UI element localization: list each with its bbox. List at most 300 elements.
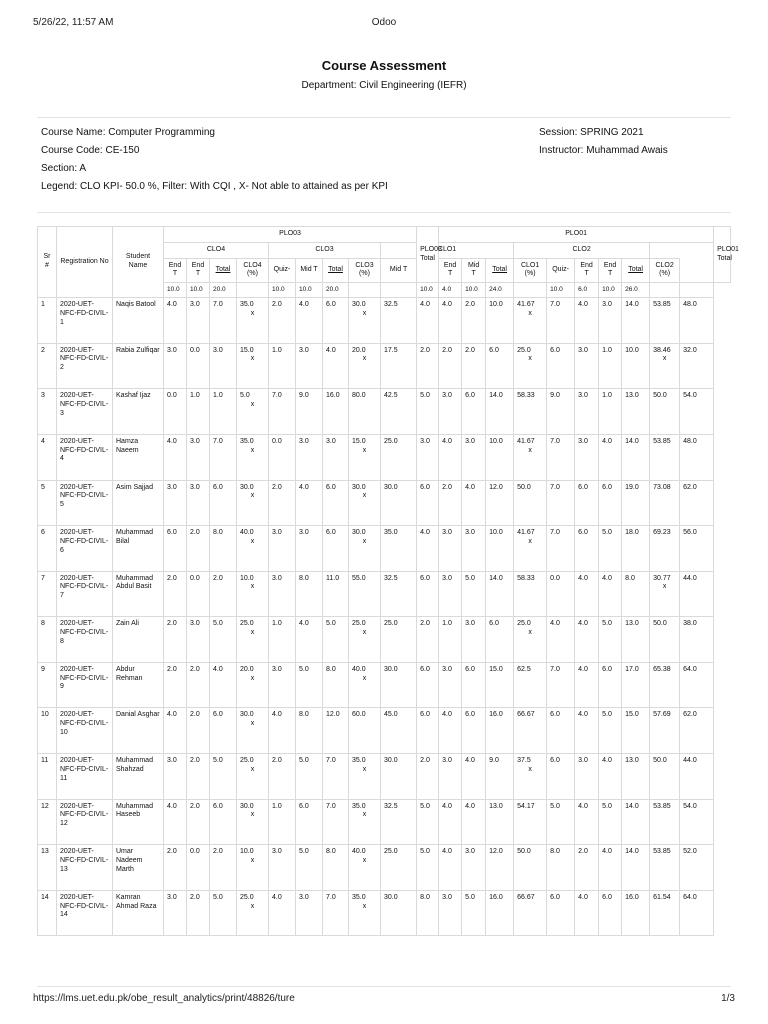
sub-header-percent: CLO3 (%) <box>349 258 381 283</box>
not-attained-mark: x <box>362 765 367 773</box>
section-label: Section: <box>41 163 78 174</box>
student-name-cell: Kashaf Ijaz <box>113 389 164 435</box>
clo3-mark-cell: 7.0 <box>323 799 349 845</box>
clo3-mark-cell: 5.0 <box>296 845 323 891</box>
student-name-cell: Muhammad Abdul Basit <box>113 571 164 617</box>
max-mark: 20.0 <box>323 283 349 298</box>
cell-value: 5.0 <box>240 392 250 400</box>
clo2-percent-cell <box>650 571 680 617</box>
not-attained-mark: x <box>362 355 367 363</box>
clo3-percent-cell <box>349 526 381 572</box>
clo3-mark-cell: 4.0 <box>296 480 323 526</box>
clo4-percent-cell <box>237 480 269 526</box>
clo2-mark-cell: 13.0 <box>622 617 650 663</box>
cell-value: 41.67 <box>517 437 535 445</box>
clo1-mark-cell: 2.0 <box>417 617 439 663</box>
registration-cell: 2020-UET-NFC-FD-CIVIL-9 <box>57 662 113 708</box>
registration-cell: 2020-UET-NFC-FD-CIVIL-3 <box>57 389 113 435</box>
clo3-percent-cell <box>349 571 381 617</box>
print-url: https://lms.uet.edu.pk/obe_result_analytics/print/48826/ture <box>33 993 295 1004</box>
clo4-mark-cell: 3.0 <box>164 480 187 526</box>
cell-value: 57.69 <box>653 711 671 719</box>
clo1-percent-cell <box>514 298 547 344</box>
registration-cell: 2020-UET-NFC-FD-CIVIL-7 <box>57 571 113 617</box>
clo4-mark-cell: 0.0 <box>187 845 210 891</box>
clo2-mark-cell: 0.0 <box>547 571 575 617</box>
clo1-mark-cell: 3.0 <box>439 389 462 435</box>
not-attained-mark: x <box>250 446 255 454</box>
sr-cell: 10 <box>38 708 57 754</box>
clo4-percent-cell <box>237 571 269 617</box>
clo4-mark-cell: 3.0 <box>187 617 210 663</box>
cell-value: 30.0 <box>240 711 254 719</box>
plo01-total-cell: 54.0 <box>680 389 714 435</box>
not-attained-mark: x <box>362 537 367 545</box>
clo4-percent-cell <box>237 343 269 389</box>
sub-header: End T <box>439 258 462 283</box>
sr-cell: 5 <box>38 480 57 526</box>
clo1-mark-cell: 5.0 <box>417 799 439 845</box>
clo1-mark-cell: 6.0 <box>462 662 486 708</box>
not-attained-mark: x <box>250 355 255 363</box>
not-attained-mark: x <box>250 401 255 409</box>
clo2-mark-cell: 3.0 <box>575 389 599 435</box>
clo1-mark-cell: 3.0 <box>462 434 486 480</box>
cell-value: 66.67 <box>517 893 535 901</box>
clo4-mark-cell: 7.0 <box>210 298 237 344</box>
clo1-mark-cell: 3.0 <box>439 890 462 936</box>
sr-cell: 1 <box>38 298 57 344</box>
sr-cell: 4 <box>38 434 57 480</box>
sub-header: End T <box>187 258 210 283</box>
not-attained-mark: x <box>250 857 255 864</box>
clo1-mark-cell: 6.0 <box>462 389 486 435</box>
student-name-cell: Zain Ali <box>113 617 164 663</box>
registration-cell: 2020-UET-NFC-FD-CIVIL-6 <box>57 526 113 572</box>
print-app-name: Odoo <box>371 17 397 28</box>
clo1-mark-cell: 12.0 <box>486 845 514 891</box>
clo3-mark-cell: 8.0 <box>323 662 349 708</box>
clo3-mark-cell: 3.0 <box>269 845 296 891</box>
divider-top <box>37 117 731 118</box>
clo4-mark-cell: 2.0 <box>210 571 237 617</box>
clo3-percent-cell <box>349 708 381 754</box>
session-line <box>539 127 644 138</box>
cell-value: 41.67 <box>517 301 535 309</box>
clo2-mark-cell: 2.0 <box>575 845 599 891</box>
clo2-mark-cell: 14.0 <box>622 434 650 480</box>
not-attained-mark: x <box>362 492 367 500</box>
not-attained-mark: x <box>250 902 255 910</box>
registration-cell: 2020-UET-NFC-FD-CIVIL-10 <box>57 708 113 754</box>
clo1-mark-cell: 4.0 <box>439 434 462 480</box>
col-header-sr: Sr # <box>38 227 57 298</box>
not-attained-mark: x <box>250 765 255 773</box>
clo3-mark-cell: 3.0 <box>323 434 349 480</box>
student-name-cell: Rabia Zulfiqar <box>113 343 164 389</box>
instructor-line <box>539 145 668 156</box>
clo1-mark-cell: 2.0 <box>417 754 439 800</box>
plo01-total-cell: 62.0 <box>680 708 714 754</box>
clo1-percent-cell <box>514 754 547 800</box>
cell-value: 25.0 <box>240 757 254 765</box>
clo4-mark-cell: 2.0 <box>187 799 210 845</box>
clo3-mark-cell: 2.0 <box>269 298 296 344</box>
clo3-mark-cell: 6.0 <box>296 799 323 845</box>
clo3-mark-cell: 5.0 <box>296 662 323 708</box>
cell-value: 30.0 <box>240 483 254 491</box>
cell-value: 30.77 <box>653 574 671 582</box>
sr-cell: 3 <box>38 389 57 435</box>
group-header-plo01: PLO01 <box>439 227 714 243</box>
max-mark: 20.0 <box>210 283 237 298</box>
sub-header-percent: CLO4 (%) <box>237 258 269 283</box>
clo3-percent-cell <box>349 480 381 526</box>
course-name-label: Course Name: <box>41 127 106 138</box>
clo3-mark-cell: 6.0 <box>323 298 349 344</box>
clo2-percent-cell <box>650 526 680 572</box>
sub-header-total: Total <box>622 258 650 283</box>
table-header <box>38 227 739 298</box>
clo2-mark-cell: 5.0 <box>599 526 622 572</box>
clo1-percent-cell <box>514 662 547 708</box>
table-row <box>38 708 731 754</box>
clo4-mark-cell: 5.0 <box>210 890 237 936</box>
sub-header: End T <box>599 258 622 283</box>
group-header-plo03: PLO03 <box>164 227 417 243</box>
clo3-mark-cell: 1.0 <box>269 343 296 389</box>
clo2-mark-cell: 6.0 <box>547 754 575 800</box>
clo4-mark-cell: 3.0 <box>164 890 187 936</box>
table-row <box>38 434 731 480</box>
registration-cell: 2020-UET-NFC-FD-CIVIL-1 <box>57 298 113 344</box>
clo1-mark-cell: 14.0 <box>486 389 514 435</box>
student-name-cell: Naqis Batool <box>113 298 164 344</box>
clo3-mark-cell: 2.0 <box>269 754 296 800</box>
clo3-mark-cell: 3.0 <box>296 343 323 389</box>
clo1-mark-cell: 5.0 <box>462 571 486 617</box>
not-attained-mark: x <box>250 583 255 591</box>
sub-header: End T <box>164 258 187 283</box>
clo4-mark-cell: 2.0 <box>187 754 210 800</box>
cell-value: 40.0 <box>352 665 366 673</box>
department-line: Department: Civil Engineering (IEFR) <box>301 80 467 91</box>
clo1-mark-cell: 10.0 <box>486 434 514 480</box>
clo2-mark-cell: 6.0 <box>547 708 575 754</box>
not-attained-mark: x <box>362 309 367 317</box>
clo3-percent-cell <box>349 890 381 936</box>
not-attained-mark: x <box>362 902 367 910</box>
not-attained-mark: x <box>362 857 367 864</box>
clo1-percent-cell <box>514 343 547 389</box>
clo2-mark-cell: 4.0 <box>547 617 575 663</box>
clo4-mark-cell: 6.0 <box>210 708 237 754</box>
clo1-mark-cell: 4.0 <box>462 754 486 800</box>
clo4-percent-cell <box>237 434 269 480</box>
student-name-cell: Danial Asghar <box>113 708 164 754</box>
clo1-mark-cell: 6.0 <box>462 708 486 754</box>
clo1-mark-cell: 9.0 <box>486 754 514 800</box>
clo1-mark-cell: 13.0 <box>486 799 514 845</box>
clo1-percent-cell <box>514 480 547 526</box>
clo2-mark-cell: 5.0 <box>547 799 575 845</box>
clo4-mark-cell: 5.0 <box>210 617 237 663</box>
max-mark: 10.0 <box>417 283 439 298</box>
clo1-mark-cell: 6.0 <box>486 617 514 663</box>
table-body <box>38 298 731 936</box>
plo03-total-cell: 25.0 <box>381 434 417 480</box>
cell-value: 25.0 <box>517 346 531 354</box>
clo4-mark-cell: 3.0 <box>187 434 210 480</box>
cell-value: 35.0 <box>352 757 366 765</box>
clo1-mark-cell: 8.0 <box>417 890 439 936</box>
clo1-mark-cell: 3.0 <box>439 662 462 708</box>
cell-value: 50.0 <box>653 620 667 628</box>
plo03-total-cell: 30.0 <box>381 480 417 526</box>
clo4-percent-cell <box>237 298 269 344</box>
cell-value: 50.0 <box>653 392 667 400</box>
max-mark-empty <box>680 283 714 298</box>
cell-value: 50.0 <box>517 483 531 491</box>
clo4-mark-cell: 2.0 <box>187 890 210 936</box>
group-header-clo3: CLO3 <box>269 242 381 258</box>
table-row <box>38 526 731 572</box>
plo01-total-cell: 48.0 <box>680 298 714 344</box>
not-attained-mark: x <box>662 355 667 363</box>
clo1-mark-cell: 3.0 <box>439 526 462 572</box>
cell-value: 25.0 <box>352 620 366 628</box>
clo2-percent-cell <box>650 434 680 480</box>
clo1-mark-cell: 4.0 <box>439 298 462 344</box>
student-name-cell: Muhammad Haseeb <box>113 799 164 845</box>
cell-value: 53.85 <box>653 301 671 309</box>
clo1-mark-cell: 10.0 <box>486 526 514 572</box>
clo1-mark-cell: 5.0 <box>462 890 486 936</box>
clo1-percent-cell <box>514 845 547 891</box>
clo2-mark-cell: 4.0 <box>575 890 599 936</box>
cell-value: 65.38 <box>653 665 671 673</box>
table-row <box>38 389 731 435</box>
not-attained-mark: x <box>250 674 255 682</box>
clo4-mark-cell: 8.0 <box>210 526 237 572</box>
cell-value: 30.0 <box>240 802 254 810</box>
not-attained-mark: x <box>362 446 367 454</box>
clo1-mark-cell: 4.0 <box>462 799 486 845</box>
clo3-mark-cell: 16.0 <box>323 389 349 435</box>
max-mark: 10.0 <box>296 283 323 298</box>
clo2-mark-cell: 8.0 <box>622 571 650 617</box>
plo01-total-cell: 48.0 <box>680 434 714 480</box>
max-mark: 4.0 <box>439 283 462 298</box>
instructor-value: Muhammad Awais <box>586 145 668 156</box>
not-attained-mark: x <box>362 674 367 682</box>
clo2-mark-cell: 19.0 <box>622 480 650 526</box>
cell-value: 53.85 <box>653 848 671 856</box>
clo2-mark-cell: 6.0 <box>599 662 622 708</box>
clo1-mark-cell: 4.0 <box>462 480 486 526</box>
cell-value: 40.0 <box>240 529 254 537</box>
clo3-mark-cell: 4.0 <box>296 298 323 344</box>
clo4-mark-cell: 5.0 <box>210 754 237 800</box>
cell-value: 25.0 <box>240 620 254 628</box>
course-name-line <box>41 127 215 138</box>
clo2-mark-cell: 6.0 <box>599 890 622 936</box>
clo1-mark-cell: 10.0 <box>486 298 514 344</box>
clo2-percent-cell <box>650 617 680 663</box>
cell-value: 15.0 <box>240 346 254 354</box>
cell-value: 50.0 <box>517 848 531 856</box>
clo4-percent-cell <box>237 754 269 800</box>
clo4-mark-cell: 3.0 <box>210 343 237 389</box>
clo2-percent-cell <box>650 298 680 344</box>
max-mark: 6.0 <box>575 283 599 298</box>
not-attained-mark: x <box>528 765 532 773</box>
clo2-mark-cell: 7.0 <box>547 434 575 480</box>
clo3-mark-cell: 2.0 <box>269 480 296 526</box>
not-attained-mark: x <box>528 629 532 637</box>
clo2-mark-cell: 17.0 <box>622 662 650 708</box>
plo01-total-cell: 44.0 <box>680 571 714 617</box>
clo1-mark-cell: 16.0 <box>486 708 514 754</box>
course-code-line <box>41 145 139 156</box>
clo3-percent-cell <box>349 662 381 708</box>
plo01-total-cell: 64.0 <box>680 890 714 936</box>
clo2-mark-cell: 4.0 <box>599 845 622 891</box>
clo2-mark-cell: 14.0 <box>622 799 650 845</box>
cell-value: 41.67 <box>517 529 535 537</box>
clo1-mark-cell: 4.0 <box>417 526 439 572</box>
not-attained-mark: x <box>250 309 255 317</box>
student-name-cell: Umar Nadeem Marth <box>113 845 164 891</box>
clo2-mark-cell: 4.0 <box>575 799 599 845</box>
student-name-cell: Muhammad Shahzad <box>113 754 164 800</box>
clo1-percent-cell <box>514 389 547 435</box>
cell-value: 20.0 <box>240 665 254 673</box>
table-row <box>38 754 731 800</box>
clo4-mark-cell: 2.0 <box>187 526 210 572</box>
clo3-mark-cell: 11.0 <box>323 571 349 617</box>
max-mark: 10.0 <box>599 283 622 298</box>
not-attained-mark: x <box>662 583 667 591</box>
clo1-mark-cell: 15.0 <box>486 662 514 708</box>
session-label: Session: <box>539 127 578 138</box>
cell-value: 10.0 <box>240 848 254 856</box>
clo3-mark-cell: 3.0 <box>296 890 323 936</box>
clo3-percent-cell <box>349 389 381 435</box>
max-mark-empty <box>237 283 269 298</box>
page-number: 1/3 <box>721 993 735 1004</box>
clo1-percent-cell <box>514 890 547 936</box>
clo4-percent-cell <box>237 389 269 435</box>
clo2-mark-cell: 4.0 <box>575 662 599 708</box>
section-line <box>41 163 86 174</box>
clo2-percent-cell <box>650 845 680 891</box>
clo1-percent-cell <box>514 799 547 845</box>
max-mark-empty <box>381 283 417 298</box>
clo3-percent-cell <box>349 617 381 663</box>
clo1-mark-cell: 3.0 <box>462 526 486 572</box>
clo2-mark-cell: 4.0 <box>575 617 599 663</box>
cell-value: 35.0 <box>352 893 366 901</box>
clo2-mark-cell: 4.0 <box>599 571 622 617</box>
cell-value: 20.0 <box>352 346 366 354</box>
sub-header: Mid T <box>296 258 323 283</box>
sr-cell: 9 <box>38 662 57 708</box>
clo3-mark-cell: 1.0 <box>269 617 296 663</box>
clo4-percent-cell <box>237 845 269 891</box>
assessment-table <box>37 226 739 936</box>
divider-bottom <box>37 986 731 987</box>
clo3-mark-cell: 8.0 <box>296 571 323 617</box>
clo2-mark-cell: 13.0 <box>622 389 650 435</box>
clo1-mark-cell: 3.0 <box>417 434 439 480</box>
clo4-percent-cell <box>237 617 269 663</box>
group-header-clo2: CLO2 <box>514 242 650 258</box>
cell-value: 73.08 <box>653 483 671 491</box>
plo01-total-cell: 32.0 <box>680 343 714 389</box>
session-value: SPRING 2021 <box>580 127 644 138</box>
not-attained-mark: x <box>362 629 367 637</box>
plo03-total-cell: 32.5 <box>381 799 417 845</box>
table-row <box>38 617 731 663</box>
clo2-percent-cell <box>650 799 680 845</box>
sub-header-percent: CLO2 (%) <box>650 258 680 283</box>
clo4-mark-cell: 0.0 <box>187 343 210 389</box>
cell-value: 30.0 <box>352 301 366 309</box>
registration-cell: 2020-UET-NFC-FD-CIVIL-8 <box>57 617 113 663</box>
cell-value: 40.0 <box>352 848 366 856</box>
legend-value: CLO KPI- 50.0 %, Filter: With CQI , X- Not able to attained as per KPI <box>79 181 388 192</box>
clo1-mark-cell: 6.0 <box>417 662 439 708</box>
table-row <box>38 845 731 891</box>
course-code-label: Course Code: <box>41 145 103 156</box>
not-attained-mark: x <box>528 309 532 317</box>
not-attained-mark: x <box>528 446 532 454</box>
clo3-mark-cell: 4.0 <box>296 617 323 663</box>
clo1-mark-cell: 3.0 <box>462 617 486 663</box>
clo4-mark-cell: 2.0 <box>164 571 187 617</box>
cell-value: 66.67 <box>517 711 535 719</box>
clo3-percent-cell <box>349 799 381 845</box>
clo4-mark-cell: 7.0 <box>210 434 237 480</box>
plo03-total-cell: 30.0 <box>381 890 417 936</box>
registration-cell: 2020-UET-NFC-FD-CIVIL-13 <box>57 845 113 891</box>
sub-header-percent: CLO1 (%) <box>514 258 547 283</box>
clo1-mark-cell: 6.0 <box>417 480 439 526</box>
clo4-percent-cell <box>237 708 269 754</box>
cell-value: 35.0 <box>240 437 254 445</box>
clo2-mark-cell: 4.0 <box>599 434 622 480</box>
max-mark: 10.0 <box>269 283 296 298</box>
clo3-mark-cell: 7.0 <box>323 890 349 936</box>
clo2-mark-cell: 10.0 <box>622 343 650 389</box>
clo1-mark-cell: 4.0 <box>417 298 439 344</box>
clo2-mark-cell: 14.0 <box>622 845 650 891</box>
clo3-percent-cell <box>349 845 381 891</box>
clo1-mark-cell: 2.0 <box>439 343 462 389</box>
sub-header-total: Total <box>486 258 514 283</box>
table-row <box>38 571 731 617</box>
max-mark: 10.0 <box>187 283 210 298</box>
instructor-label: Instructor: <box>539 145 584 156</box>
not-attained-mark: x <box>250 629 255 637</box>
clo3-mark-cell: 7.0 <box>269 389 296 435</box>
table-row <box>38 343 731 389</box>
cell-value: 30.0 <box>352 483 366 491</box>
max-mark-empty <box>650 283 680 298</box>
cell-value: 60.0 <box>352 711 366 719</box>
clo4-mark-cell: 0.0 <box>164 389 187 435</box>
